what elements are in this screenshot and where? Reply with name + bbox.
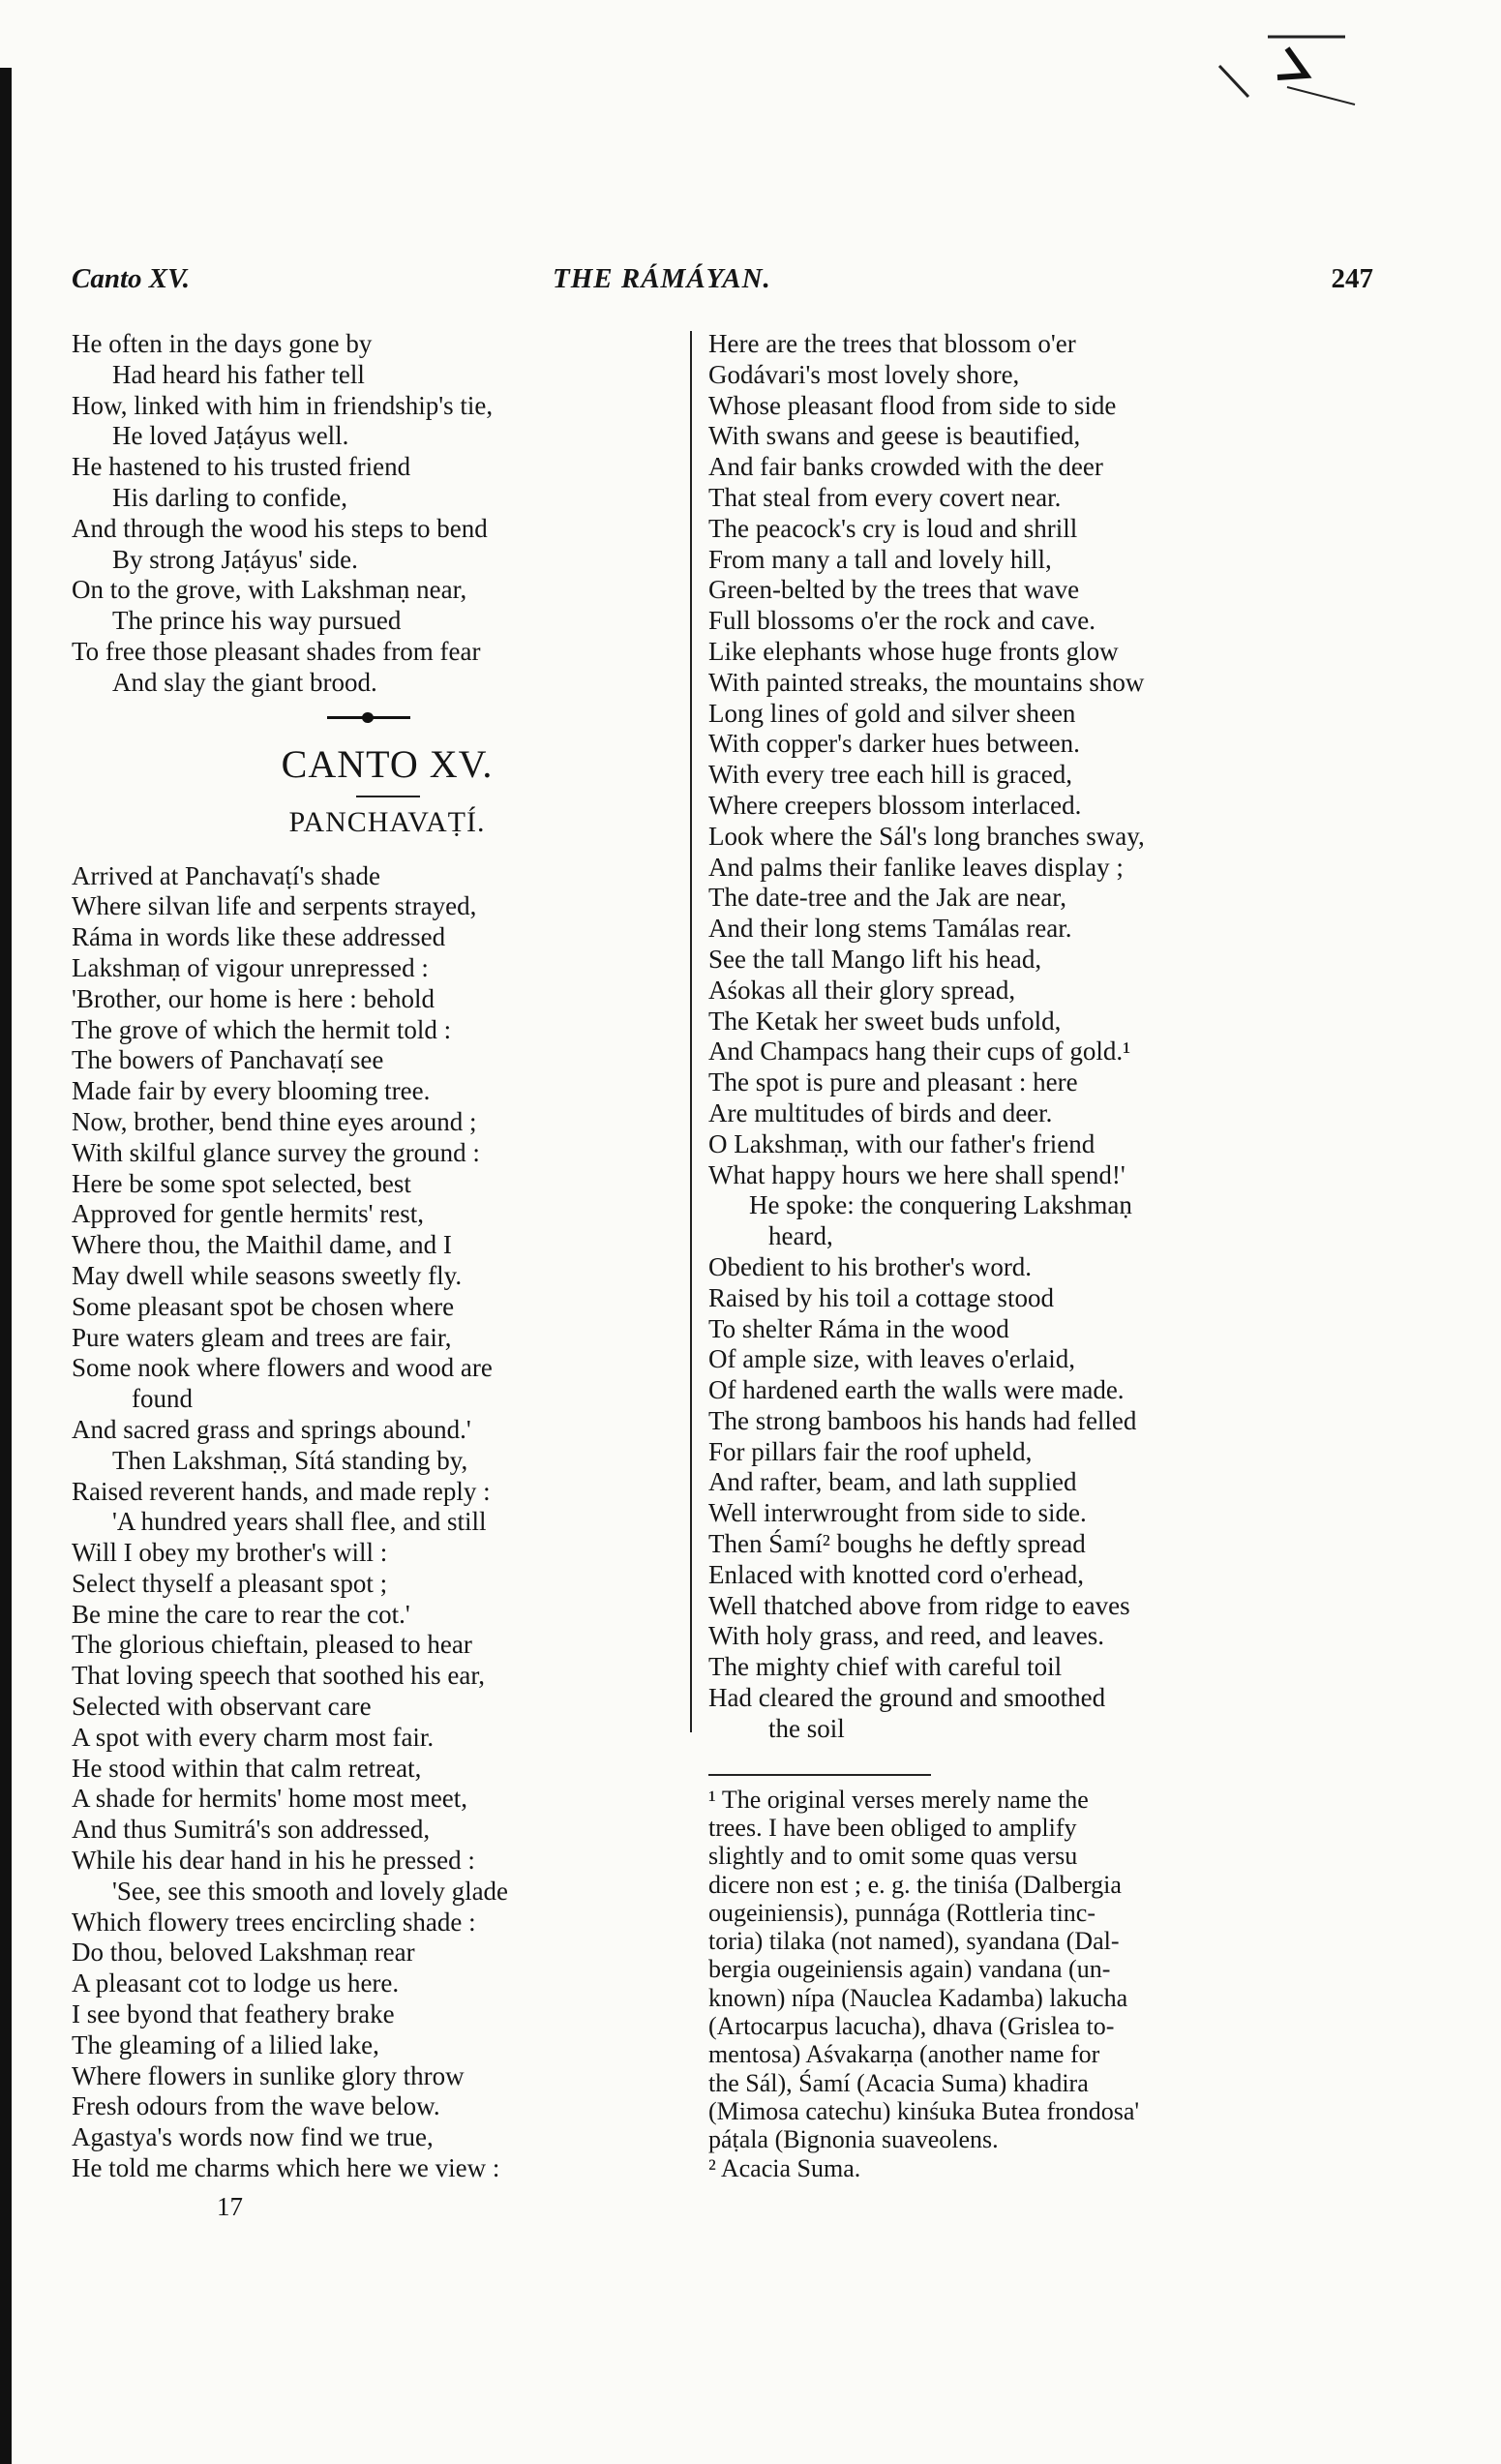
verse-line: He told me charms which here we view : (72, 2153, 500, 2183)
verse-block-canto-xv (72, 861, 683, 2184)
canto-heading: CANTO XV. (281, 741, 494, 786)
verse-line: A shade for hermits' home most meet, (72, 1784, 468, 1814)
right-column (708, 329, 1322, 2182)
footnote-rule (708, 1774, 931, 1776)
verse-line: Agastya's words now find we true, (72, 2122, 434, 2152)
verse-line: Then Lakshmaṇ, Sítá standing by, (112, 1445, 468, 1475)
verse-block-right (708, 329, 1322, 1745)
verse-line: The gleaming of a lilied lake, (72, 2029, 379, 2059)
verse-line: And Champacs hang their cups of gold.¹ (708, 1037, 1131, 1067)
verse-line: The date-tree and the Jak are near, (708, 883, 1066, 913)
verse-line: Where thou, the Maithil dame, and I (72, 1230, 452, 1260)
verse-line: With holy grass, and reed, and leaves. (708, 1621, 1105, 1651)
verse-line: With copper's darker hues between. (708, 729, 1080, 759)
verse-line: A pleasant cot to lodge us here. (72, 1968, 400, 1998)
verse-line: Which flowery trees encircling shade : (72, 1907, 476, 1937)
verse-line: And rafter, beam, and lath supplied (708, 1467, 1077, 1497)
verse-line: The grove of which the hermit told : (72, 1014, 452, 1044)
verse-line: I see byond that feathery brake (72, 1999, 395, 2029)
verse-line: By strong Jaṭáyus' side. (112, 544, 358, 574)
verse-line: The bowers of Panchavaṭí see (72, 1045, 384, 1075)
left-column (72, 329, 683, 2223)
footnote-line: dicere non est ; e. g. the tiniśa (Dalbergia (708, 1870, 1122, 1899)
verse-line: Of ample size, with leaves o'erlaid, (708, 1344, 1075, 1374)
section-ornament (72, 699, 683, 736)
footnote-line: páṭala (Bignonia suaveolens. (708, 2125, 999, 2154)
verse-line: Where flowers in sunlike glory throw (72, 2060, 465, 2090)
verse-line: Made fair by every blooming tree. (72, 1076, 431, 1106)
verse-line: To shelter Ráma in the wood (708, 1313, 1009, 1343)
verse-line: Some nook where flowers and wood are (72, 1353, 493, 1383)
verse-line: And through the wood his steps to bend (72, 513, 488, 543)
scan-mark (1210, 19, 1365, 106)
verse-block-previous-canto (72, 329, 683, 699)
verse-line: With swans and geese is beautified, (708, 421, 1081, 451)
verse-line: Had cleared the ground and smoothed (708, 1683, 1106, 1713)
footnote-line: (Artocarpus lacucha), dhava (Grislea to- (708, 2012, 1115, 2041)
verse-line: Some pleasant spot be chosen where (72, 1291, 455, 1321)
footnote-line: slightly and to omit some quas versu (708, 1842, 1078, 1871)
verse-line: His darling to confide, (112, 482, 347, 512)
verse-line: Now, brother, bend thine eyes around ; (72, 1106, 477, 1136)
verse-line: From many a tall and lovely hill, (708, 544, 1052, 574)
verse-line: Green-belted by the trees that wave (708, 575, 1080, 605)
canto-subtitle: PANCHAVAṬÍ. (288, 805, 486, 838)
verse-line: the soil (768, 1713, 845, 1743)
verse-line: The glorious chieftain, pleased to hear (72, 1630, 472, 1660)
footnotes (708, 1786, 1322, 2182)
verse-line: Will I obey my brother's will : (72, 1538, 388, 1568)
verse-line: He spoke: the conquering Lakshmaṇ (749, 1190, 1132, 1220)
verse-line: found (132, 1384, 193, 1414)
column-divider (690, 331, 692, 1732)
footnote-line: mentosa) Aśvakarṇa (another name for (708, 2040, 1100, 2069)
verse-line: For pillars fair the roof upheld, (708, 1436, 1033, 1466)
verse-line: A spot with every charm most fair. (72, 1722, 435, 1752)
verse-line: With painted streaks, the mountains show (708, 667, 1145, 697)
verse-line: Godávari's most lovely shore, (708, 359, 1020, 389)
verse-line: And palms their fanlike leaves display ; (708, 852, 1124, 882)
verse-line: Here are the trees that blossom o'er (708, 329, 1076, 358)
footnote-line: (Mimosa catechu) kinśuka Butea frondosa' (708, 2096, 1140, 2125)
verse-line: Look where the Sál's long branches sway, (708, 821, 1145, 851)
footnote-line: known) nípa (Nauclea Kadamba) lakucha (708, 1983, 1128, 2012)
heading-rule (356, 796, 420, 797)
verse-line: To free those pleasant shades from fear (72, 636, 481, 666)
verse-line: Do thou, beloved Lakshmaṇ rear (72, 1938, 415, 1968)
running-header (72, 263, 1373, 308)
verse-line: He often in the days gone by (72, 329, 373, 358)
verse-line: Raised by his toil a cottage stood (708, 1282, 1054, 1312)
verse-line: Selected with observant care (72, 1692, 372, 1722)
verse-line: And sacred grass and springs abound.' (72, 1414, 471, 1444)
verse-line: And slay the giant brood. (112, 667, 377, 697)
verse-line: Obedient to his brother's word. (708, 1251, 1033, 1281)
verse-line: Whose pleasant flood from side to side (708, 390, 1117, 420)
verse-line: Lakshmaṇ of vigour unrepressed : (72, 952, 429, 982)
verse-line: Here be some spot selected, best (72, 1168, 411, 1198)
verse-line: And fair banks crowded with the deer (708, 452, 1103, 482)
verse-line: Be mine the care to rear the cot.' (72, 1599, 410, 1629)
verse-line: Aśokas all their glory spread, (708, 975, 1016, 1005)
verse-line: Raised reverent hands, and made reply : (72, 1476, 491, 1506)
verse-line: Full blossoms o'er the rock and cave. (708, 606, 1096, 636)
footnote-line: trees. I have been obliged to amplify (708, 1813, 1077, 1842)
verse-line: The Ketak her sweet buds unfold, (708, 1006, 1062, 1036)
verse-line: The strong bamboos his hands had felled (708, 1405, 1137, 1435)
verse-line: 'See, see this smooth and lovely glade (112, 1876, 509, 1906)
verse-line: May dwell while seasons sweetly fly. (72, 1260, 463, 1290)
verse-line: Like elephants whose huge fronts glow (708, 636, 1119, 666)
verse-line: Fresh odours from the wave below. (72, 2091, 440, 2121)
verse-line: Are multitudes of birds and deer. (708, 1097, 1053, 1127)
verse-line: The prince his way pursued (112, 606, 402, 636)
verse-line: The peacock's cry is loud and shrill (708, 513, 1078, 543)
verse-line: Select thyself a pleasant spot ; (72, 1568, 388, 1598)
verse-line: Pure waters gleam and trees are fair, (72, 1322, 452, 1352)
header-canto: Canto XV. (72, 263, 190, 294)
verse-line: He hastened to his trusted friend (72, 452, 411, 482)
verse-line: How, linked with him in friendship's tie, (72, 390, 494, 420)
header-title: THE RÁMÁYAN. (553, 263, 771, 294)
verse-line: Then Śamí² boughs he deftly spread (708, 1529, 1086, 1559)
verse-line: 'A hundred years shall flee, and still (112, 1507, 487, 1537)
verse-line: That steal from every covert near. (708, 482, 1062, 512)
verse-line: Where silvan life and serpents strayed, (72, 891, 477, 921)
verse-line: Where creepers blossom interlaced. (708, 790, 1082, 820)
verse-line: Had heard his father tell (112, 359, 365, 389)
verse-line: On to the grove, with Lakshmaṇ near, (72, 575, 467, 605)
footnote-line: bergia ougeiniensis again) vandana (un- (708, 1955, 1111, 1984)
verse-line: Of hardened earth the walls were made. (708, 1375, 1125, 1405)
verse-line: And their long stems Tamálas rear. (708, 914, 1072, 944)
verse-line: And thus Sumitrá's son addressed, (72, 1815, 431, 1845)
footnote-line: ougeiniensis), punnága (Rottleria tinc- (708, 1898, 1096, 1927)
verse-line: While his dear hand in his he pressed : (72, 1846, 475, 1876)
verse-line: See the tall Mango lift his head, (708, 944, 1042, 974)
verse-line: With skilful glance survey the ground : (72, 1137, 480, 1167)
verse-line: The spot is pure and pleasant : here (708, 1067, 1078, 1097)
verse-line: Long lines of gold and silver sheen (708, 698, 1076, 728)
signature-number: 17 (217, 2191, 243, 2221)
verse-line: heard, (768, 1221, 833, 1251)
verse-line: With every tree each hill is graced, (708, 760, 1072, 790)
binding-edge (0, 68, 12, 2464)
verse-line: Well thatched above from ridge to eaves (708, 1590, 1130, 1620)
verse-line: He loved Jaṭáyus well. (112, 421, 349, 451)
verse-line: Well interwrought from side to side. (708, 1498, 1087, 1528)
page-number: 247 (1331, 263, 1373, 294)
footnote-line: the Sál), Śamí (Acacia Suma) khadira (708, 2068, 1089, 2097)
verse-line: 'Brother, our home is here : behold (72, 983, 435, 1013)
verse-line: The mighty chief with careful toil (708, 1652, 1063, 1682)
verse-line: Ráma in words like these addressed (72, 922, 446, 952)
verse-line: What happy hours we here shall spend!' (708, 1159, 1126, 1189)
verse-line: That loving speech that soothed his ear, (72, 1661, 486, 1691)
verse-line: Enlaced with knotted cord o'erhead, (708, 1559, 1084, 1589)
footnote-line: ¹ The original verses merely name the (708, 1785, 1089, 1814)
verse-line: O Lakshmaṇ, with our father's friend (708, 1128, 1096, 1158)
verse-line: He stood within that calm retreat, (72, 1753, 422, 1783)
verse-line: Arrived at Panchavaṭí's shade (72, 860, 381, 890)
footnote-line: ² Acacia Suma. (708, 2153, 861, 2182)
footnote-line: toria) tilaka (not named), syandana (Dal- (708, 1927, 1120, 1956)
verse-line: Approved for gentle hermits' rest, (72, 1199, 425, 1229)
